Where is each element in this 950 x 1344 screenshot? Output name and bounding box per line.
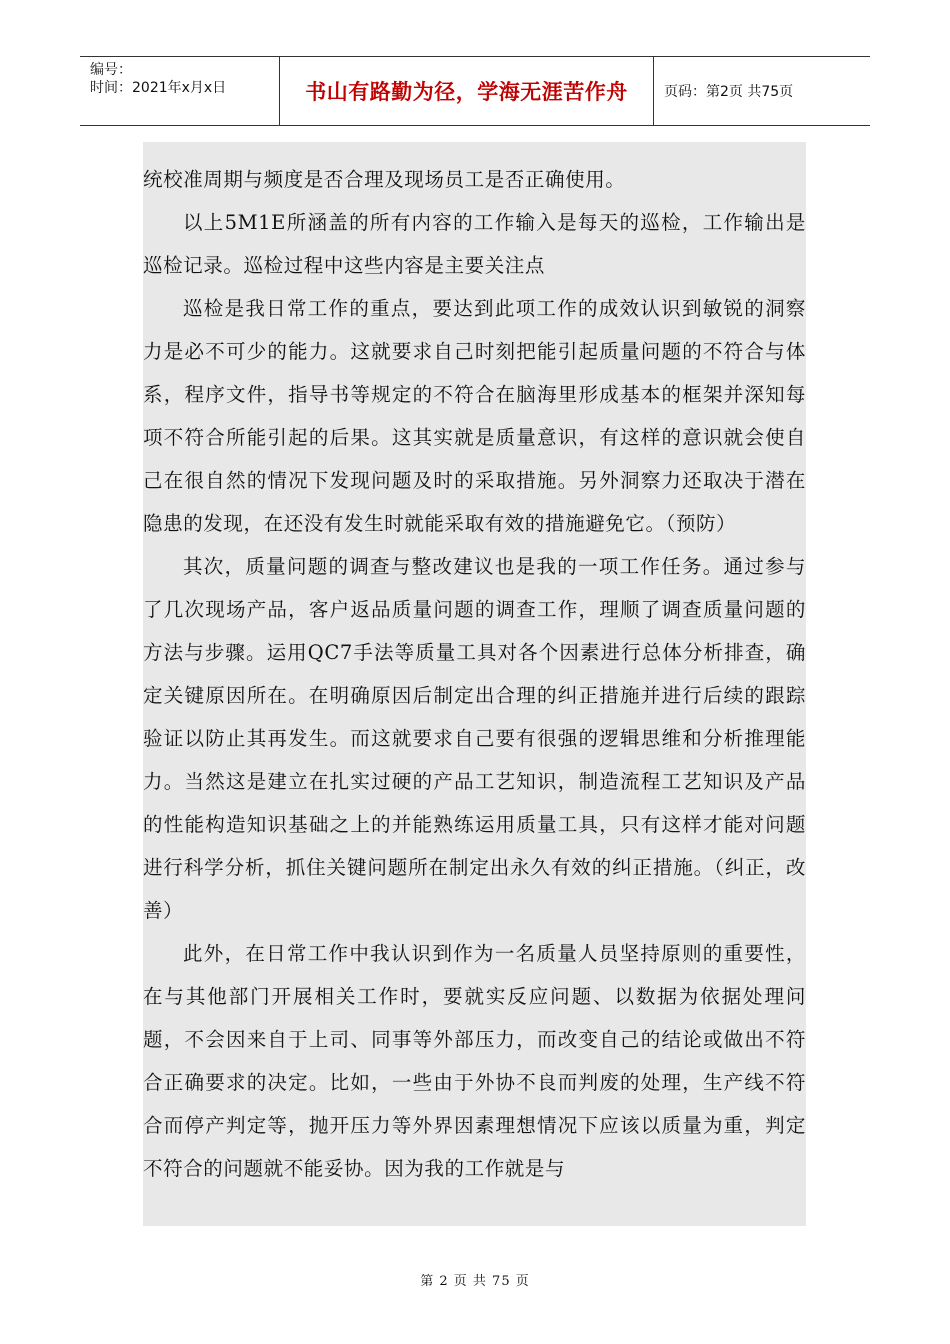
body-paragraph: 以上5M1E所涵盖的所有内容的工作输入是每天的巡检，工作输出是巡检记录。巡检过程中这些内容是主要关注点 — [143, 211, 806, 277]
body-paragraph: 此外，在日常工作中我认识到作为一名质量人员坚持原则的重要性，在与其他部门开展相关工作时，要就实反应问题、以数据为依据处理问题，不会因来自于上司、同事等外部压力，而改变自己的结论或做出不符合正确要求的决定。比如，一些由于外协不良而判废的处理，生产线不符合而停产判定等，抛开压力等外界因素理想情况下应该以质量为重，判定不符合的问题就不能妥协。因为我的工作就是与 — [143, 942, 806, 1180]
document-header — [80, 56, 870, 126]
header-motto: 书山有路勤为径，学海无涯苦作舟 — [280, 57, 654, 125]
page-footer: 第 2 页 共 75 页 — [420, 1274, 530, 1289]
document-number-label: 编号： — [90, 62, 132, 78]
header-page-info: 页码：第2页 共75页 — [664, 84, 794, 100]
header-meta-cell — [80, 57, 280, 125]
document-body — [143, 142, 806, 1226]
document-date-label: 时间：2021年x月x日 — [90, 80, 227, 96]
body-paragraph: 巡检是我日常工作的重点，要达到此项工作的成效认识到敏锐的洞察力是必不可少的能力。这就要求自己时刻把能引起质量问题的不符合与体系，程序文件，指导书等规定的不符合在脑海里形成基本的框架并深知每项不符合所能引起的后果。这其实就是质量意识，有这样的意识就会使自己在很自然的情况下发现问题及时的采取措施。另外洞察力还取决于潜在隐患的发现，在还没有发生时就能采取有效的措施避免它。（预防） — [143, 297, 806, 535]
body-paragraph: 统校准周期与频度是否合理及现场员工是否正确使用。 — [143, 168, 626, 191]
body-paragraph: 其次，质量问题的调查与整改建议也是我的一项工作任务。通过参与了几次现场产品，客户返品质量问题的调查工作，理顺了调查质量问题的方法与步骤。运用QC7手法等质量工具对各个因素进行总体分析排查，确定关键原因所在。在明确原因后制定出合理的纠正措施并进行后续的跟踪验证以防止其再发生。而这就要求自己要有很强的逻辑思维和分析推理能力。当然这是建立在扎实过硬的产品工艺知识，制造流程工艺知识及产品的性能构造知识基础之上的并能熟练运用质量工具，只有这样才能对问题进行科学分析，抓住关键问题所在制定出永久有效的纠正措施。（纠正，改善） — [143, 555, 806, 922]
